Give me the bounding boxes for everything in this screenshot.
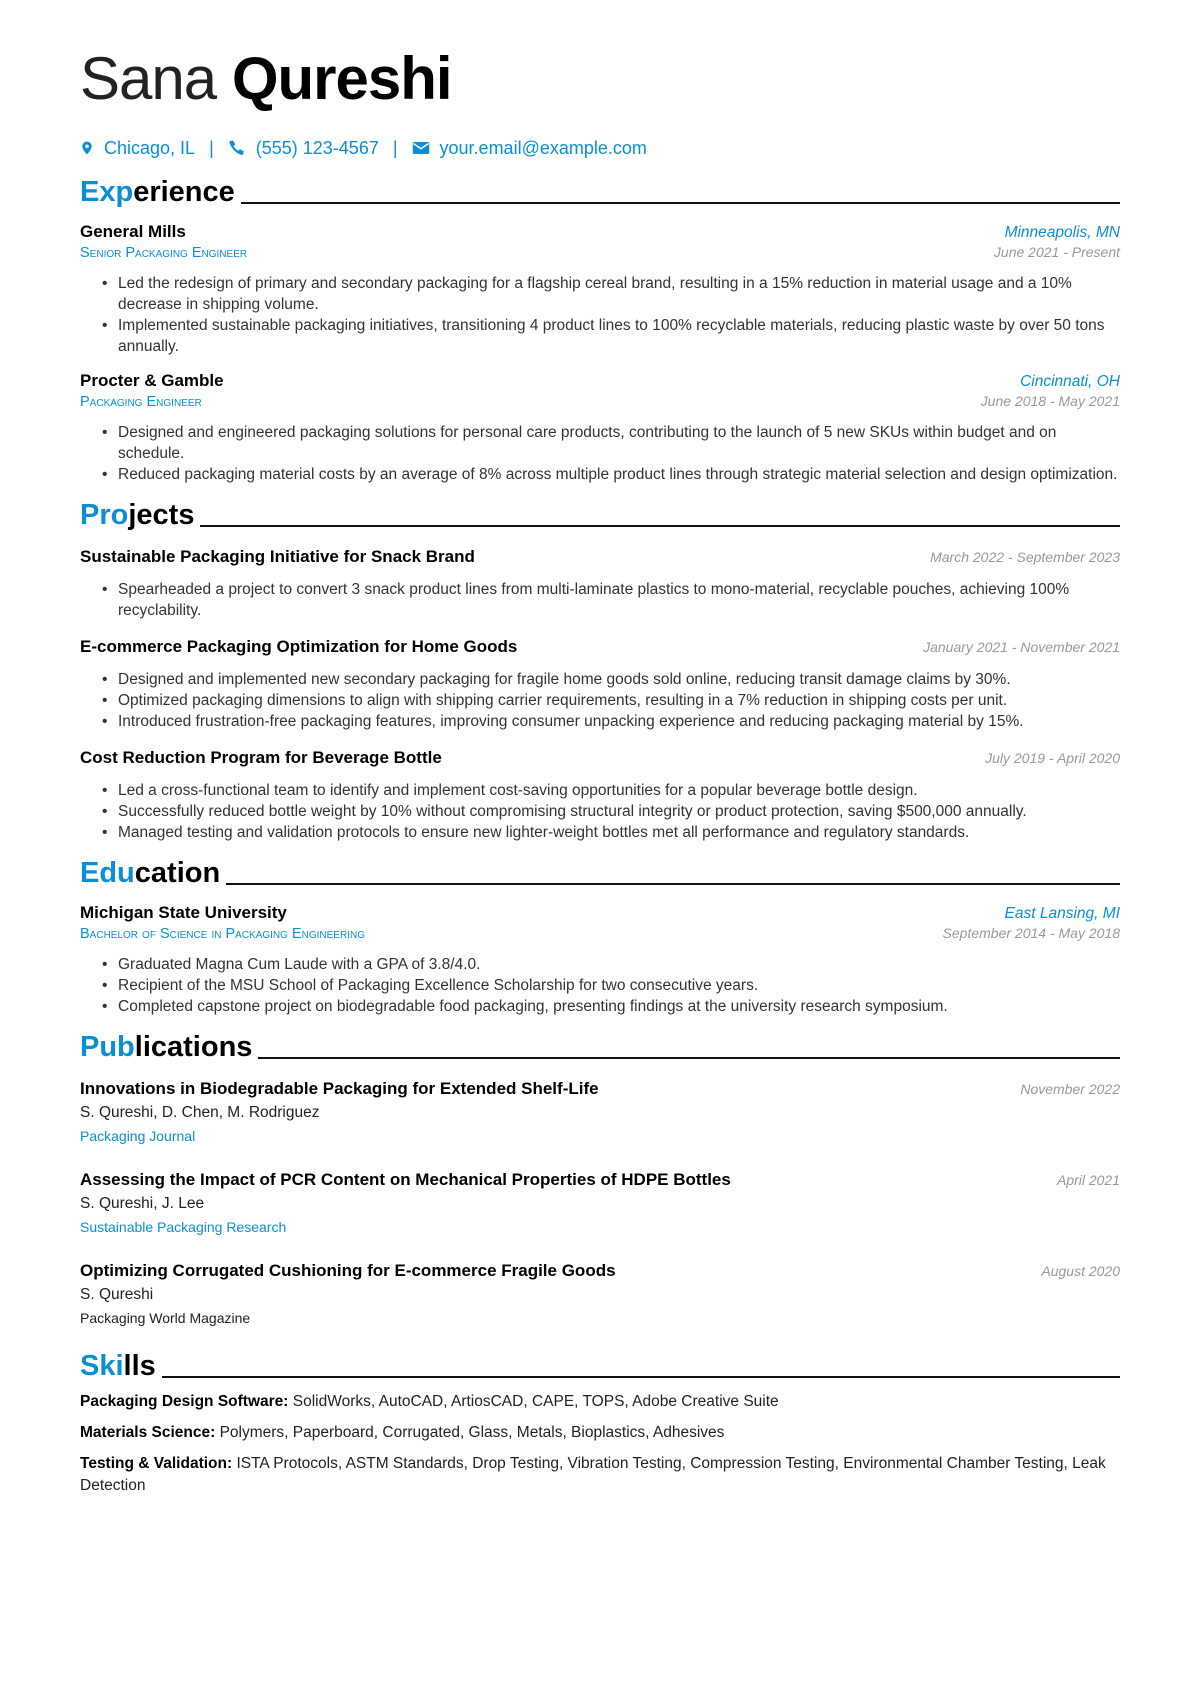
entry-header-row: [80, 903, 1120, 923]
publication-title: Assessing the Impact of PCR Content on Mechanical Properties of HDPE Bottles: [80, 1170, 731, 1189]
skill-category: Packaging Design Software:: [80, 1393, 289, 1410]
publication-header-row: [80, 1261, 1120, 1281]
project-entry: [80, 637, 1120, 732]
role-title: Bachelor of Science in Packaging Engineering: [80, 926, 365, 942]
candidate-name: Sana Qureshi: [80, 45, 452, 112]
date-range: June 2018 - May 2021: [980, 393, 1120, 409]
publication-venue[interactable]: Packaging Journal: [80, 1128, 196, 1144]
education-entry: [80, 903, 1120, 1017]
skill-row: [80, 1391, 1120, 1413]
divider: [226, 883, 1120, 885]
phone-icon: [228, 139, 246, 157]
organization-name: Michigan State University: [80, 903, 287, 922]
section-heading: Publications: [80, 1031, 253, 1063]
entry-header-row: [80, 371, 1120, 391]
bullet-list: [80, 273, 1120, 357]
date-range: September 2014 - May 2018: [942, 925, 1120, 941]
bullet-item: • Successfully reduced bottle weight by 10% without compromising structural integrity or product protection, saving $500,000 annually.: [118, 801, 1120, 822]
location: East Lansing, MI: [1004, 905, 1120, 922]
divider: [241, 202, 1120, 204]
bullet-item: • Designed and implemented new secondary packaging for fragile home goods sold online, reducing transit damage claims by 30%.: [118, 669, 1120, 690]
date-range: July 2019 - April 2020: [985, 750, 1120, 766]
section-heading: Projects: [80, 499, 195, 531]
bullet-item: • Managed testing and validation protocols to ensure new lighter-weight bottles met all performance and regulatory standards.: [118, 822, 1120, 843]
role-title: Packaging Engineer: [80, 394, 202, 410]
divider: [162, 1376, 1120, 1378]
envelope-icon: [412, 139, 430, 157]
publication-venue[interactable]: Sustainable Packaging Research: [80, 1219, 287, 1235]
entry-subheader-row: [80, 391, 1120, 410]
project-title: Cost Reduction Program for Beverage Bottle: [80, 748, 442, 767]
bullet-list: [80, 422, 1120, 485]
publication-header-row: [80, 1170, 1120, 1190]
entry-subheader-row: [80, 923, 1120, 942]
publication-entry: [80, 1261, 1120, 1326]
skill-values: Polymers, Paperboard, Corrugated, Glass, Metals, Bioplastics, Adhesives: [219, 1424, 725, 1441]
section-heading: Education: [80, 857, 221, 889]
bullet-item: • Graduated Magna Cum Laude with a GPA of 3.8/4.0.: [118, 954, 1120, 975]
project-title: E-commerce Packaging Optimization for Home Goods: [80, 637, 518, 656]
project-entry: [80, 547, 1120, 621]
section-experience: [80, 174, 1120, 208]
section-projects: [80, 497, 1120, 531]
map-pin-icon: [80, 139, 94, 157]
bullet-list: [80, 780, 1120, 843]
bullet-item: • Completed capstone project on biodegradable food packaging, presenting findings at the university research symposium.: [118, 996, 1120, 1017]
section-heading: Experience: [80, 176, 235, 208]
role-title: Senior Packaging Engineer: [80, 245, 248, 261]
publication-entry: [80, 1079, 1120, 1144]
skill-category: Materials Science:: [80, 1424, 216, 1441]
publication-venue[interactable]: Packaging World Magazine: [80, 1310, 251, 1326]
publication-authors: S. Qureshi: [80, 1286, 154, 1303]
bullet-item: • Designed and engineered packaging solutions for personal care products, contributing to the launch of 5 new SKUs within budget and on schedule.: [118, 422, 1120, 464]
separator: |: [209, 137, 214, 158]
entry-header-row: [80, 222, 1120, 242]
location: Cincinnati, OH: [1020, 373, 1120, 390]
date-range: January 2021 - November 2021: [923, 639, 1120, 655]
organization-name: General Mills: [80, 222, 186, 241]
section-education: [80, 855, 1120, 889]
skill-category: Testing & Validation:: [80, 1455, 233, 1472]
publication-date: August 2020: [1041, 1263, 1120, 1279]
entry-subheader-row: [80, 242, 1120, 261]
bullet-item: • Led a cross-functional team to identify and implement cost-saving opportunities for a popular beverage bottle design.: [118, 780, 1120, 801]
publication-title: Optimizing Corrugated Cushioning for E-commerce Fragile Goods: [80, 1261, 616, 1280]
experience-entry: [80, 371, 1120, 485]
publication-entry: [80, 1170, 1120, 1235]
bullet-item: • Implemented sustainable packaging initiatives, transitioning 4 product lines to 100% recyclable materials, reducing plastic waste by over 50 tons annually.: [118, 315, 1120, 357]
publication-header-row: [80, 1079, 1120, 1099]
date-range: March 2022 - September 2023: [930, 549, 1120, 565]
experience-entry: [80, 222, 1120, 357]
project-title: Sustainable Packaging Initiative for Snack Brand: [80, 547, 475, 566]
project-entry: [80, 748, 1120, 843]
bullet-list: [80, 954, 1120, 1017]
publication-date: April 2021: [1056, 1172, 1120, 1188]
bullet-item: • Reduced packaging material costs by an average of 8% across multiple product lines through strategic material selection and design optimization.: [118, 464, 1120, 485]
location: Minneapolis, MN: [1004, 224, 1120, 241]
organization-name: Procter & Gamble: [80, 371, 224, 390]
bullet-item: • Optimized packaging dimensions to align with shipping carrier requirements, resulting in a 7% reduction in shipping costs per unit.: [118, 690, 1120, 711]
location-link[interactable]: Chicago, IL: [104, 137, 196, 158]
contact-line: [80, 136, 1120, 160]
entry-header-row: [80, 547, 1120, 567]
entry-header-row: [80, 748, 1120, 768]
section-heading: Skills: [80, 1350, 156, 1382]
divider: [200, 525, 1120, 527]
bullet-item: • Recipient of the MSU School of Packaging Excellence Scholarship for two consecutive years.: [118, 975, 1120, 996]
skill-values: SolidWorks, AutoCAD, ArtiosCAD, CAPE, TOPS, Adobe Creative Suite: [292, 1393, 779, 1410]
bullet-item: • Led the redesign of primary and secondary packaging for a flagship cereal brand, resulting in a 15% reduction in material usage and a 10% decrease in shipping volume.: [118, 273, 1120, 315]
skill-values: ISTA Protocols, ASTM Standards, Drop Testing, Vibration Testing, Compression Testing, Environmental Chamber Testing, Leak Detection: [80, 1455, 1106, 1494]
bullet-list: [80, 579, 1120, 621]
skill-row: [80, 1422, 1120, 1444]
phone-link[interactable]: (555) 123-4567: [255, 137, 379, 158]
publication-authors: S. Qureshi, J. Lee: [80, 1195, 205, 1212]
resume: [80, 0, 1120, 1497]
date-range: June 2021 - Present: [993, 244, 1120, 260]
skill-row: [80, 1453, 1120, 1497]
divider: [258, 1057, 1120, 1059]
publication-date: November 2022: [1020, 1081, 1120, 1097]
section-publications: [80, 1029, 1120, 1063]
entry-header-row: [80, 637, 1120, 657]
publication-title: Innovations in Biodegradable Packaging for Extended Shelf-Life: [80, 1079, 599, 1098]
bullet-item: • Introduced frustration-free packaging features, improving consumer unpacking experience and reducing packaging material by 15%.: [118, 711, 1120, 732]
publication-authors: S. Qureshi, D. Chen, M. Rodriguez: [80, 1104, 320, 1121]
section-skills: [80, 1348, 1120, 1382]
separator: |: [392, 137, 398, 158]
bullet-item: • Spearheaded a project to convert 3 snack product lines from multi-laminate plastics to mono-material, recyclable pouches, achieving 100% recyclability.: [118, 579, 1120, 621]
bullet-list: [80, 669, 1120, 732]
email-link[interactable]: your.email@example.com: [439, 137, 647, 158]
